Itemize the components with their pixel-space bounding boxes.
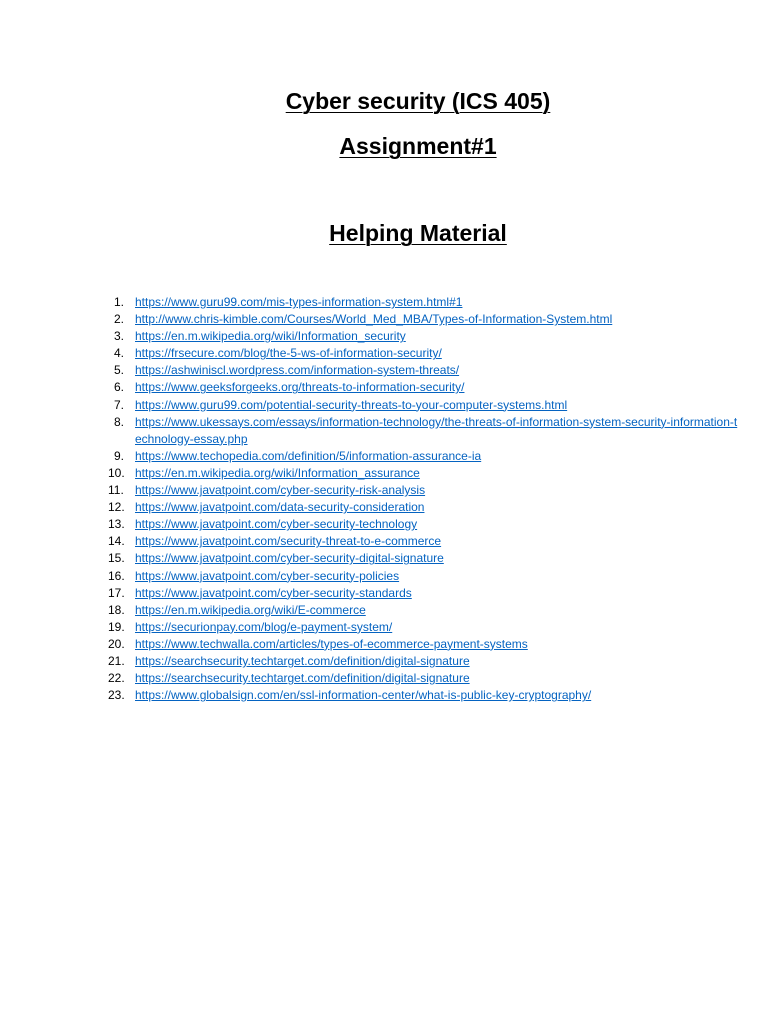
- list-item: [100, 619, 740, 636]
- list-item: [100, 687, 740, 704]
- list-item: [100, 670, 740, 687]
- reference-link[interactable]: https://ashwiniscl.wordpress.com/information-system-threats/: [135, 363, 460, 378]
- list-number: 9.: [114, 448, 125, 463]
- list-item: [100, 311, 740, 328]
- reference-link[interactable]: https://frsecure.com/blog/the-5-ws-of-information-security/: [135, 346, 442, 361]
- list-number: 6.: [114, 380, 125, 395]
- reference-link[interactable]: https://www.techopedia.com/definition/5/information-assurance-ia: [135, 448, 482, 463]
- list-item: [100, 602, 740, 619]
- list-number: 15.: [108, 551, 125, 566]
- reference-link-list: [100, 294, 740, 704]
- reference-link[interactable]: https://en.m.wikipedia.org/wiki/E-commerce: [135, 602, 366, 617]
- list-number: 19.: [108, 619, 125, 634]
- reference-link[interactable]: https://www.javatpoint.com/cyber-security-policies: [135, 568, 400, 583]
- list-number: 4.: [114, 346, 125, 361]
- reference-link[interactable]: https://searchsecurity.techtarget.com/definition/digital-signature: [135, 671, 470, 686]
- list-number: 21.: [108, 653, 125, 668]
- reference-link[interactable]: https://www.geeksforgeeks.org/threats-to-information-security/: [135, 380, 465, 395]
- reference-link[interactable]: https://securionpay.com/blog/e-payment-system/: [135, 619, 393, 634]
- list-item: [100, 465, 740, 482]
- list-number: 23.: [108, 688, 125, 703]
- list-number: 2.: [114, 312, 125, 327]
- list-number: 10.: [108, 465, 125, 480]
- list-number: 8.: [114, 414, 125, 429]
- section-heading: Helping Material: [329, 220, 507, 246]
- list-number: 22.: [108, 671, 125, 686]
- list-item: [100, 499, 740, 516]
- list-number: 1.: [114, 295, 125, 309]
- reference-link[interactable]: https://www.javatpoint.com/security-threat-to-e-commerce: [135, 534, 442, 549]
- list-number: 3.: [114, 329, 125, 344]
- list-number: 11.: [108, 483, 124, 498]
- reference-link[interactable]: https://searchsecurity.techtarget.com/definition/digital-signature: [135, 653, 470, 668]
- list-item: [100, 397, 740, 414]
- reference-link[interactable]: https://www.guru99.com/potential-security-threats-to-your-computer-systems.html: [135, 397, 568, 412]
- reference-link[interactable]: https://www.javatpoint.com/cyber-security-digital-signature: [135, 551, 444, 566]
- list-number: 5.: [114, 363, 125, 378]
- list-item: [100, 568, 740, 585]
- list-item: [100, 345, 740, 362]
- reference-link[interactable]: https://www.globalsign.com/en/ssl-information-center/what-is-public-key-cryptography/: [135, 688, 592, 703]
- reference-link[interactable]: https://www.javatpoint.com/data-security-consideration: [135, 500, 425, 515]
- reference-link[interactable]: https://www.javatpoint.com/cyber-security-risk-analysis: [135, 483, 426, 498]
- reference-link[interactable]: https://www.javatpoint.com/cyber-security-standards: [135, 585, 412, 600]
- list-item: [100, 550, 740, 567]
- assignment-heading: Assignment#1: [339, 133, 497, 159]
- list-number: 12.: [108, 500, 125, 515]
- list-item: [100, 516, 740, 533]
- list-item: [100, 414, 740, 448]
- reference-link[interactable]: https://www.guru99.com/mis-types-information-system.html#1: [135, 295, 463, 309]
- list-item: [100, 636, 740, 653]
- document-title: Cyber security (ICS 405): [285, 88, 551, 114]
- list-number: 7.: [114, 397, 125, 412]
- list-number: 17.: [108, 585, 125, 600]
- list-item: [100, 653, 740, 670]
- list-item: [100, 379, 740, 396]
- list-item: [100, 294, 740, 311]
- reference-link[interactable]: http://www.chris-kimble.com/Courses/World_Med_MBA/Types-of-Information-System.html: [135, 312, 613, 327]
- list-item: [100, 482, 740, 499]
- list-item: [100, 362, 740, 379]
- list-number: 20.: [108, 636, 125, 651]
- reference-link[interactable]: https://en.m.wikipedia.org/wiki/Information_assurance: [135, 465, 420, 480]
- reference-link[interactable]: https://en.m.wikipedia.org/wiki/Information_security: [135, 329, 406, 344]
- list-number: 14.: [108, 534, 125, 549]
- list-number: 13.: [108, 517, 125, 532]
- reference-link[interactable]: https://www.techwalla.com/articles/types-of-ecommerce-payment-systems: [135, 636, 528, 651]
- list-item: [100, 328, 740, 345]
- list-number: 16.: [108, 568, 125, 583]
- list-number: 18.: [108, 602, 125, 617]
- list-item: [100, 585, 740, 602]
- reference-link[interactable]: https://www.ukessays.com/essays/information-technology/the-threats-of-information-system-security-information-technology-essay.php: [135, 414, 738, 446]
- list-item: [100, 448, 740, 465]
- list-item: [100, 533, 740, 550]
- reference-link[interactable]: https://www.javatpoint.com/cyber-security-technology: [135, 517, 418, 532]
